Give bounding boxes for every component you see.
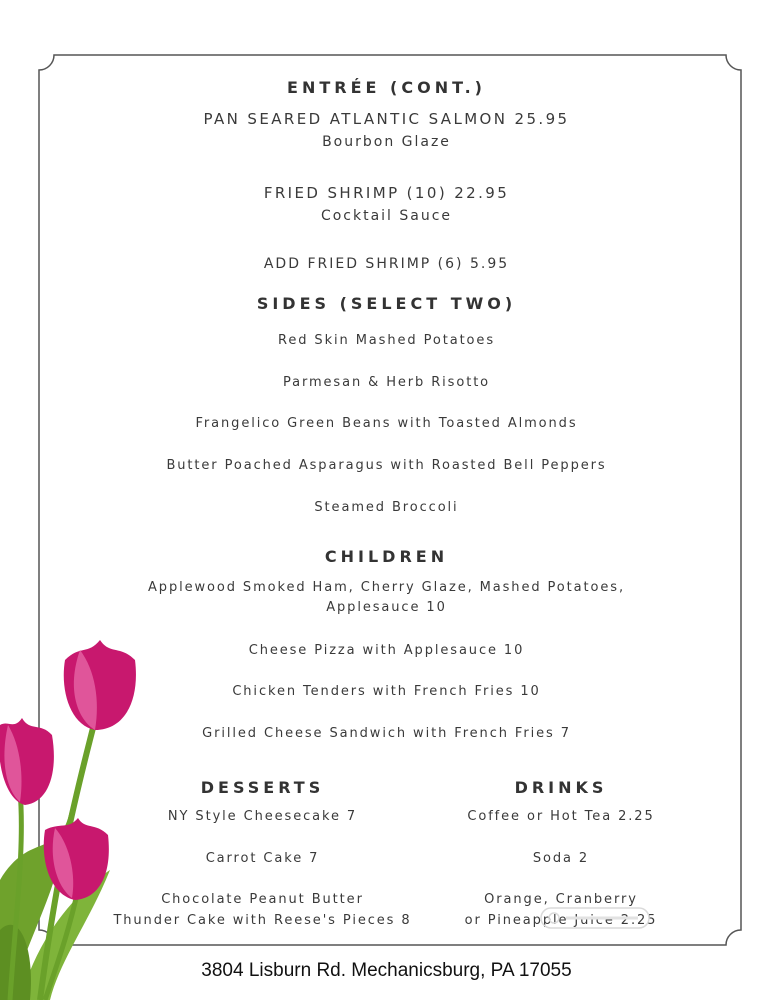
desserts-heading: DESSERTS [200,778,325,797]
dessert-item: Carrot Cake 7 [205,851,320,866]
menu-item-add-shrimp: ADD FRIED SHRIMP (6) 5.95 [263,256,510,272]
side-item: Parmesan & Herb Risotto [282,375,491,390]
side-item: Steamed Broccoli [314,500,459,515]
drink-item-cont: or Pineapple Juice 2.25 [464,913,658,928]
dessert-item: NY Style Cheesecake 7 [167,809,358,824]
drinks-heading: DRINKS [514,778,608,797]
watermark-logo [540,905,650,936]
dessert-item: Chocolate Peanut Butter [161,892,364,907]
children-item: Cheese Pizza with Applesauce 10 [248,643,525,658]
drink-item: Orange, Cranberry [484,892,638,907]
children-item: Applewood Smoked Ham, Cherry Glaze, Mashed Potatoes, [148,580,625,595]
children-item-cont: Applesauce 10 [326,600,447,615]
drink-item: Coffee or Hot Tea 2.25 [467,809,655,824]
tulip-illustration [0,630,150,1000]
side-item: Frangelico Green Beans with Toasted Almonds [195,416,578,431]
drink-item: Soda 2 [532,851,590,866]
side-item: Butter Poached Asparagus with Roasted Bell Peppers [166,458,607,473]
dessert-item-cont: Thunder Cake with Reese's Pieces 8 [113,913,412,928]
entree-heading: ENTRÉE (CONT.) [287,78,486,97]
menu-item-salmon: PAN SEARED ATLANTIC SALMON 25.95 [203,110,570,128]
watermark-icon [540,905,650,931]
menu-item-fried-shrimp: FRIED SHRIMP (10) 22.95 [263,184,510,202]
menu-item-fried-shrimp-desc: Cocktail Sauce [320,208,453,224]
footer-address: 3804 Lisburn Rd. Mechanicsburg, PA 17055 [201,960,572,981]
children-item: Grilled Cheese Sandwich with French Fries 7 [202,726,571,741]
side-item: Red Skin Mashed Potatoes [278,333,495,348]
children-item: Chicken Tenders with French Fries 10 [232,684,541,699]
sides-heading: SIDES (SELECT TWO) [256,294,517,313]
menu-item-salmon-desc: Bourbon Glaze [322,134,451,150]
children-heading: CHILDREN [324,547,449,566]
tulips-icon [0,630,150,1000]
